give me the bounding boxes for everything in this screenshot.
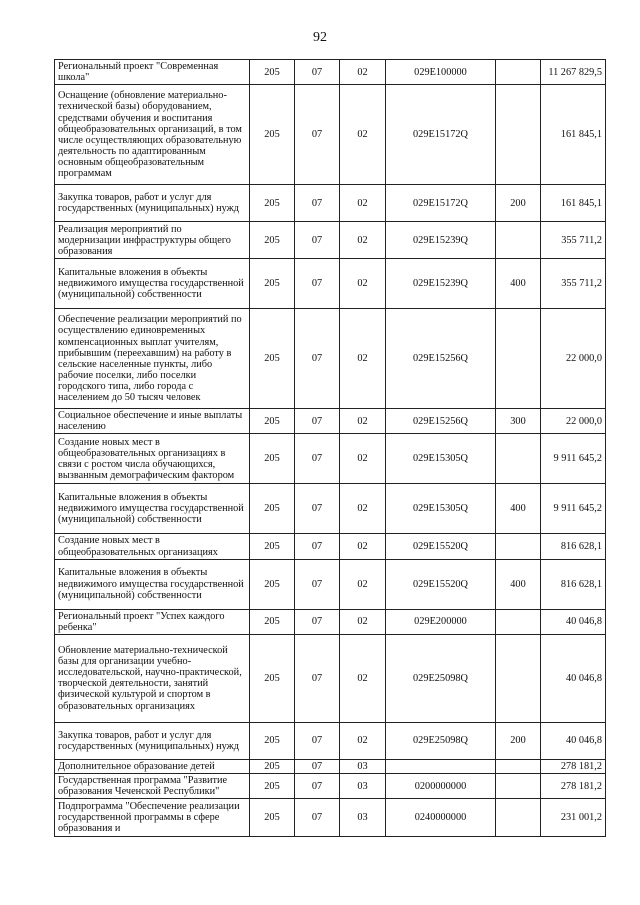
section-code-cell: 07 (295, 609, 340, 634)
table-row (55, 722, 606, 759)
expense-type-cell: 300 (496, 409, 541, 434)
subsection-code-cell: 02 (340, 534, 386, 559)
ministry-code-cell: 205 (250, 484, 295, 534)
expense-name-cell: Подпрограмма "Обеспечение реализации государственной программы в сфере образования и (55, 799, 250, 837)
expense-name-cell: Капитальные вложения в объекты недвижимого имущества государственной (муниципальной) собственности (55, 559, 250, 609)
expense-name-cell: Закупка товаров, работ и услуг для государственных (муниципальных) нужд (55, 185, 250, 222)
expense-type-cell (496, 309, 541, 409)
target-article-cell: 0240000000 (386, 799, 496, 837)
amount-cell: 161 845,1 (541, 185, 606, 222)
target-article-cell: 029E15305Q (386, 484, 496, 534)
amount-cell: 161 845,1 (541, 85, 606, 185)
subsection-code-cell: 02 (340, 484, 386, 534)
expense-name-cell: Капитальные вложения в объекты недвижимого имущества государственной (муниципальной) собственности (55, 259, 250, 309)
table-row (55, 85, 606, 185)
section-code-cell: 07 (295, 773, 340, 798)
table-row (55, 60, 606, 85)
amount-cell: 816 628,1 (541, 559, 606, 609)
expense-type-cell (496, 634, 541, 722)
table-row (55, 185, 606, 222)
amount-cell: 9 911 645,2 (541, 434, 606, 484)
ministry-code-cell: 205 (250, 85, 295, 185)
subsection-code-cell: 03 (340, 759, 386, 773)
target-article-cell: 029E15172Q (386, 185, 496, 222)
amount-cell: 355 711,2 (541, 259, 606, 309)
ministry-code-cell: 205 (250, 799, 295, 837)
target-article-cell: 029E200000 (386, 609, 496, 634)
section-code-cell: 07 (295, 759, 340, 773)
amount-cell: 9 911 645,2 (541, 484, 606, 534)
amount-cell: 231 001,2 (541, 799, 606, 837)
section-code-cell: 07 (295, 559, 340, 609)
table-row (55, 409, 606, 434)
section-code-cell: 07 (295, 309, 340, 409)
table-row (55, 759, 606, 773)
section-code-cell: 07 (295, 484, 340, 534)
expense-name-cell: Реализация мероприятий по модернизации инфраструктуры общего образования (55, 222, 250, 259)
ministry-code-cell: 205 (250, 222, 295, 259)
ministry-code-cell: 205 (250, 259, 295, 309)
ministry-code-cell: 205 (250, 559, 295, 609)
ministry-code-cell: 205 (250, 434, 295, 484)
table-row (55, 434, 606, 484)
expense-type-cell (496, 85, 541, 185)
amount-cell: 40 046,8 (541, 634, 606, 722)
expense-type-cell (496, 434, 541, 484)
ministry-code-cell: 205 (250, 634, 295, 722)
amount-cell: 40 046,8 (541, 722, 606, 759)
target-article-cell: 029E15520Q (386, 534, 496, 559)
target-article-cell: 029E15305Q (386, 434, 496, 484)
target-article-cell: 029E15239Q (386, 259, 496, 309)
subsection-code-cell: 02 (340, 222, 386, 259)
expense-type-cell (496, 799, 541, 837)
section-code-cell: 07 (295, 185, 340, 222)
section-code-cell: 07 (295, 534, 340, 559)
expense-name-cell: Региональный проект "Современная школа" (55, 60, 250, 85)
subsection-code-cell: 02 (340, 185, 386, 222)
ministry-code-cell: 205 (250, 309, 295, 409)
section-code-cell: 07 (295, 85, 340, 185)
section-code-cell: 07 (295, 259, 340, 309)
expense-type-cell: 400 (496, 484, 541, 534)
section-code-cell: 07 (295, 722, 340, 759)
amount-cell: 22 000,0 (541, 309, 606, 409)
expense-type-cell (496, 60, 541, 85)
subsection-code-cell: 02 (340, 85, 386, 185)
expense-type-cell: 200 (496, 185, 541, 222)
subsection-code-cell: 02 (340, 722, 386, 759)
target-article-cell: 029E15256Q (386, 309, 496, 409)
expense-type-cell (496, 609, 541, 634)
expense-name-cell: Оснащение (обновление материально-технической базы) оборудованием, средствами обучения и воспитания общеобразовательных организаций, в том числе осуществляющих образовательную деятельность по адаптированным основным общеобразовательным программам (55, 85, 250, 185)
ministry-code-cell: 205 (250, 60, 295, 85)
section-code-cell: 07 (295, 799, 340, 837)
table-row (55, 634, 606, 722)
expense-type-cell: 200 (496, 722, 541, 759)
target-article-cell: 029E15256Q (386, 409, 496, 434)
expense-type-cell (496, 534, 541, 559)
table-row (55, 609, 606, 634)
ministry-code-cell: 205 (250, 773, 295, 798)
section-code-cell: 07 (295, 409, 340, 434)
target-article-cell: 029E25098Q (386, 722, 496, 759)
ministry-code-cell: 205 (250, 609, 295, 634)
amount-cell: 278 181,2 (541, 759, 606, 773)
subsection-code-cell: 02 (340, 259, 386, 309)
expense-name-cell: Региональный проект "Успех каждого ребенка" (55, 609, 250, 634)
subsection-code-cell: 02 (340, 609, 386, 634)
expense-name-cell: Обеспечение реализации мероприятий по осуществлению единовременных компенсационных выплат учителям, прибывшим (переехавшим) на работу в сельские населенные пункты, либо рабочие поселки, либо поселки городского типа, либо города с населением до 50 тысяч человек (55, 309, 250, 409)
ministry-code-cell: 205 (250, 185, 295, 222)
subsection-code-cell: 02 (340, 409, 386, 434)
subsection-code-cell: 02 (340, 434, 386, 484)
section-code-cell: 07 (295, 60, 340, 85)
target-article-cell: 029E15172Q (386, 85, 496, 185)
subsection-code-cell: 03 (340, 799, 386, 837)
expense-type-cell (496, 759, 541, 773)
target-article-cell: 029E100000 (386, 60, 496, 85)
amount-cell: 278 181,2 (541, 773, 606, 798)
target-article-cell: 0200000000 (386, 773, 496, 798)
expense-name-cell: Капитальные вложения в объекты недвижимого имущества государственной (муниципальной) собственности (55, 484, 250, 534)
section-code-cell: 07 (295, 222, 340, 259)
target-article-cell: 029E15239Q (386, 222, 496, 259)
target-article-cell (386, 759, 496, 773)
ministry-code-cell: 205 (250, 759, 295, 773)
table-row (55, 259, 606, 309)
amount-cell: 22 000,0 (541, 409, 606, 434)
subsection-code-cell: 02 (340, 559, 386, 609)
ministry-code-cell: 205 (250, 722, 295, 759)
page-number: 92 (313, 30, 327, 45)
table-row (55, 799, 606, 837)
table-row (55, 559, 606, 609)
section-code-cell: 07 (295, 434, 340, 484)
expense-name-cell: Государственная программа "Развитие образования Чеченской Республики" (55, 773, 250, 798)
subsection-code-cell: 02 (340, 309, 386, 409)
expense-type-cell: 400 (496, 259, 541, 309)
amount-cell: 355 711,2 (541, 222, 606, 259)
ministry-code-cell: 205 (250, 534, 295, 559)
subsection-code-cell: 03 (340, 773, 386, 798)
expense-name-cell: Создание новых мест в общеобразовательных организациях (55, 534, 250, 559)
amount-cell: 816 628,1 (541, 534, 606, 559)
table-row (55, 484, 606, 534)
expense-name-cell: Социальное обеспечение и иные выплаты населению (55, 409, 250, 434)
subsection-code-cell: 02 (340, 60, 386, 85)
expense-type-cell: 400 (496, 559, 541, 609)
amount-cell: 40 046,8 (541, 609, 606, 634)
table-row (55, 773, 606, 798)
target-article-cell: 029E25098Q (386, 634, 496, 722)
section-code-cell: 07 (295, 634, 340, 722)
expense-type-cell (496, 773, 541, 798)
expense-type-cell (496, 222, 541, 259)
target-article-cell: 029E15520Q (386, 559, 496, 609)
budget-table-body (55, 60, 606, 837)
table-row (55, 309, 606, 409)
budget-table (54, 59, 606, 837)
amount-cell: 11 267 829,5 (541, 60, 606, 85)
expense-name-cell: Закупка товаров, работ и услуг для государственных (муниципальных) нужд (55, 722, 250, 759)
table-row (55, 222, 606, 259)
expense-name-cell: Обновление материально-технической базы для организации учебно-исследовательской, научно-практической, творческой деятельности, занятий физической культурой и спортом в образовательных организациях (55, 634, 250, 722)
expense-name-cell: Дополнительное образование детей (55, 759, 250, 773)
expense-name-cell: Создание новых мест в общеобразовательных организациях в связи с ростом числа обучающихся, вызванным демографическим фактором (55, 434, 250, 484)
table-row (55, 534, 606, 559)
subsection-code-cell: 02 (340, 634, 386, 722)
ministry-code-cell: 205 (250, 409, 295, 434)
